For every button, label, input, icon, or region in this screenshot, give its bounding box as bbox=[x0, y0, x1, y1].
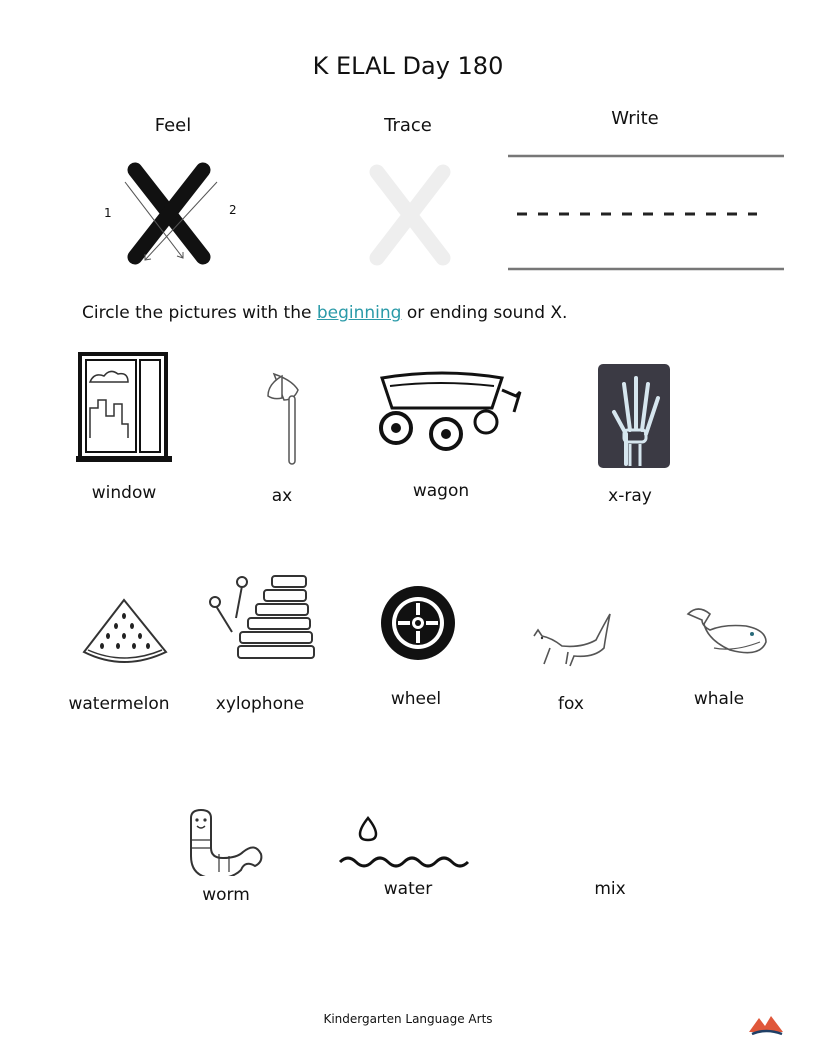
instruction-text: Circle the pictures with the beginning or ending sound X. bbox=[82, 303, 568, 323]
fox-icon[interactable] bbox=[528, 612, 612, 668]
write-heading: Write bbox=[611, 108, 659, 129]
whale-label: whale bbox=[693, 689, 745, 709]
whale-icon[interactable] bbox=[684, 604, 770, 662]
beginning-link[interactable]: beginning bbox=[316, 303, 402, 323]
stroke-number-2: 2 bbox=[229, 203, 237, 217]
xylophone-label: xylophone bbox=[215, 694, 305, 714]
wheel-icon[interactable] bbox=[379, 584, 457, 662]
worm-icon[interactable] bbox=[185, 808, 265, 876]
ax-icon[interactable] bbox=[262, 368, 302, 468]
watermelon-icon[interactable] bbox=[78, 596, 170, 668]
mountain-logo-icon bbox=[748, 1014, 784, 1036]
worm-label: worm bbox=[202, 885, 250, 905]
stroke-number-1: 1 bbox=[104, 206, 112, 220]
wagon-icon[interactable] bbox=[374, 370, 524, 455]
water-icon[interactable] bbox=[336, 814, 478, 872]
window-icon[interactable] bbox=[76, 352, 172, 464]
trace-letter-x-icon bbox=[355, 160, 465, 270]
window-label: window bbox=[91, 483, 157, 503]
footer-text: Kindergarten Language Arts bbox=[323, 1012, 493, 1026]
page-title: K ELAL Day 180 bbox=[312, 52, 504, 80]
wheel-label: wheel bbox=[390, 689, 442, 709]
watermelon-label: watermelon bbox=[68, 694, 170, 714]
trace-heading: Trace bbox=[384, 115, 432, 136]
mix-label: mix bbox=[594, 879, 626, 899]
xray-label: x-ray bbox=[608, 486, 652, 506]
water-label: water bbox=[383, 879, 433, 899]
writing-lines[interactable] bbox=[505, 150, 787, 275]
feel-letter-x-icon bbox=[115, 160, 225, 270]
wagon-label: wagon bbox=[412, 481, 470, 501]
feel-heading: Feel bbox=[154, 115, 192, 136]
fox-label: fox bbox=[558, 694, 584, 714]
xylophone-icon[interactable] bbox=[206, 574, 318, 666]
ax-label: ax bbox=[271, 486, 293, 506]
xray-icon[interactable] bbox=[598, 364, 670, 468]
